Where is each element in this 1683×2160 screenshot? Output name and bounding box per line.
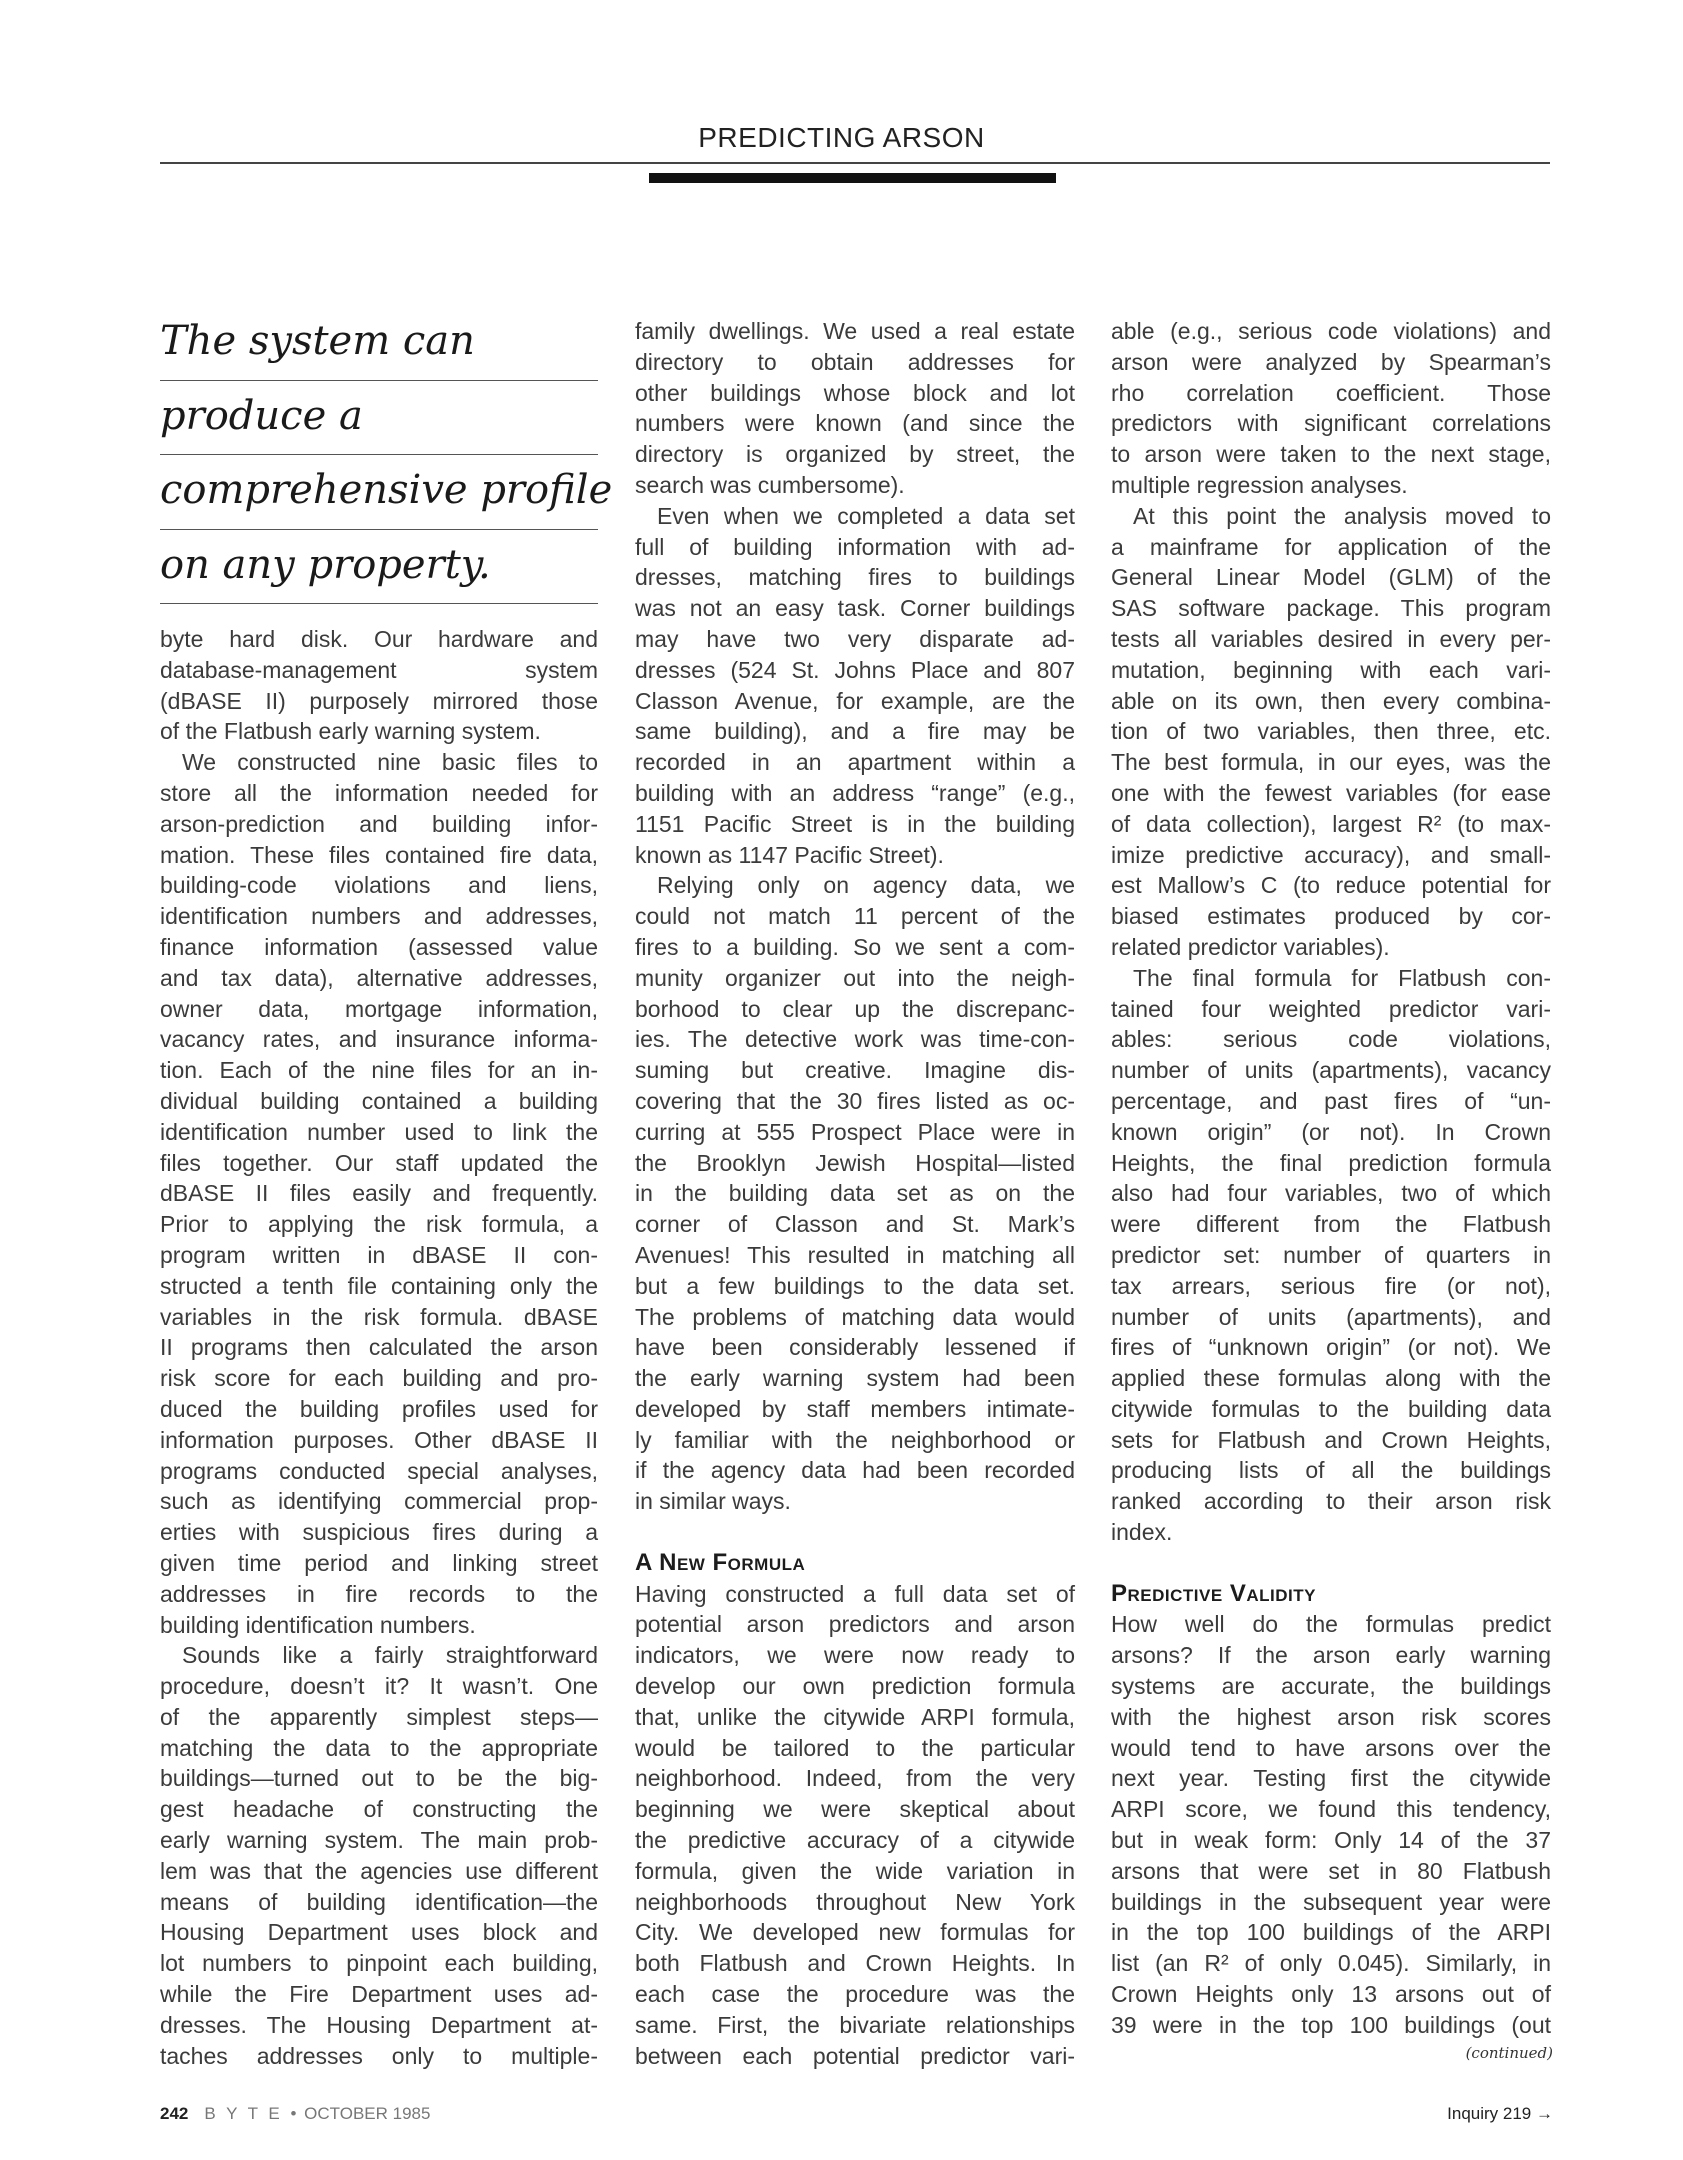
text-line: We constructed nine basic files to [182,749,598,776]
text-line: were different from the Flatbush [1111,1211,1551,1238]
text-line: duced the building profiles used for [160,1395,598,1422]
text-line: systems are accurate, the buildings [1111,1673,1551,1700]
magazine-name: B Y T E [204,2104,283,2123]
text-line: identification numbers and addresses, [160,903,598,930]
pull-quote-line: on any property. [160,530,598,605]
text-line: and tax data), alternative addresses, [160,964,598,991]
text-line: index. [1111,1519,1173,1546]
text-line: formula, given the wide variation in [635,1857,1075,1884]
text-line: number of units (apartments), and [1111,1303,1551,1330]
inquiry-number [1447,2104,1553,2124]
text-line: Housing Department uses block and [160,1919,598,1946]
text-line: able on its own, then every combina- [1111,687,1551,714]
text-line: byte hard disk. Our hardware and [160,626,598,652]
text-line: Prior to applying the risk formula, a [160,1211,598,1238]
text-line: information purposes. Other dBASE II [160,1426,598,1453]
text-line: indicators, we were now ready to [635,1642,1075,1669]
pull-quote-line: produce a [160,381,598,456]
footer-folio [160,2104,430,2124]
text-line: recorded in an apartment within a [635,749,1075,776]
text-line: City. We developed new formulas for [635,1919,1075,1946]
header-rule [160,162,1550,164]
text-line: The final formula for Flatbush con- [1133,964,1551,991]
text-line: lem was that the agencies use different [160,1857,598,1884]
text-line: known as 1147 Pacific Street). [635,841,944,868]
page-number: 242 [160,2104,189,2123]
text-line: while the Fire Department uses ad- [160,1981,598,2008]
text-line: of the apparently simplest steps— [160,1703,598,1730]
text-line: erties with suspicious fires during a [160,1519,598,1546]
text-line: neighborhoods throughout New York [635,1888,1075,1915]
text-line: predictor set: number of quarters in [1111,1241,1551,1268]
text-line: (dBASE II) purposely mirrored those [160,687,598,714]
text-line: munity organizer out into the neigh- [635,964,1075,991]
text-line: taches addresses only to multiple- [160,2042,598,2069]
pull-quote-line: The system can [160,306,598,381]
text-line: imize predictive accuracy), and small- [1111,841,1551,868]
text-line: directory is organized by street, the [635,441,1075,468]
text-line: develop our own prediction formula [635,1673,1075,1700]
text-line: tests all variables desired in every per- [1111,625,1551,652]
text-line: ies. The detective work was time-con- [635,1026,1075,1053]
text-line: same building), and a fire may be [635,718,1075,745]
text-line: borhood to clear up the discrepanc- [635,995,1075,1022]
text-line: known origin” (or not). In Crown [1111,1118,1551,1145]
text-line: files together. Our staff updated the [160,1149,598,1176]
text-line: between each potential predictor vari- [635,2042,1075,2069]
text-line: early warning system. The main prob- [160,1827,598,1854]
text-line: directory to obtain addresses for [635,348,1075,375]
text-line: the predictive accuracy of a citywide [635,1827,1075,1854]
text-line: biased estimates produced by cor- [1111,903,1551,930]
text-line: applied these formulas along with the [1111,1365,1551,1392]
text-line: numbers were known (and since the [635,410,1075,437]
issue-date: OCTOBER 1985 [304,2104,431,2123]
text-line: dresses (524 St. Johns Place and 807 [635,656,1075,683]
text-line: of data collection), largest R² (to max- [1111,810,1551,837]
text-line: could not match 11 percent of the [635,903,1075,930]
text-line: given time period and linking street [160,1549,598,1576]
text-line: arsons that were set in 80 Flatbush [1111,1857,1551,1884]
text-line: arson-prediction and building infor- [160,810,598,837]
text-line: Heights, the final prediction formula [1111,1149,1551,1176]
text-line: related predictor variables). [1111,933,1390,960]
text-line: means of building identification—the [160,1888,598,1915]
text-line: Crown Heights only 13 arsons out of [1111,1981,1551,2008]
text-line: lot numbers to pinpoint each building, [160,1950,598,1977]
text-line: was not an easy task. Corner buildings [635,595,1075,622]
text-line: At this point the analysis moved to [1133,502,1551,529]
text-line: other buildings whose block and lot [635,379,1075,406]
text-column-3 [1111,316,1551,2041]
text-line: tion. Each of the nine files for an in- [160,1057,598,1084]
text-line: have been considerably lessened if [635,1334,1075,1361]
text-line: matching the data to the appropriate [160,1734,598,1761]
text-line: list (an R² of only 0.045). Similarly, in [1111,1950,1551,1977]
text-line: sets for Flatbush and Crown Heights, [1111,1426,1551,1453]
text-line: Even when we completed a data set [657,502,1075,529]
text-line: arson were analyzed by Spearman’s [1111,348,1551,375]
header-bar [649,173,1056,183]
text-line: The problems of matching data would [635,1303,1075,1330]
text-line: would be tailored to the particular [635,1734,1075,1761]
text-line: fires of “unknown origin” (or not). We [1111,1334,1551,1361]
text-line: such as identifying commercial prop- [160,1488,598,1515]
text-line: est Mallow’s C (to reduce potential for [1111,872,1551,899]
text-line: tained four weighted predictor vari- [1111,995,1551,1022]
footer-separator: • [290,2104,297,2123]
text-line: able (e.g., serious code violations) and [1111,318,1551,344]
text-line: curring at 555 Prospect Place were in [635,1118,1075,1145]
text-line: also had four variables, two of which [1111,1180,1551,1207]
text-line: program written in dBASE II con- [160,1241,598,1268]
text-line: but in weak form: Only 14 of the 37 [1111,1827,1551,1854]
text-line: search was cumbersome). [635,471,905,498]
text-line: rho correlation coefficient. Those [1111,379,1551,406]
text-line: II programs then calculated the arson [160,1334,598,1361]
text-line: structed a tenth file containing only the [160,1272,598,1299]
text-line: beginning we were skeptical about [635,1796,1075,1823]
text-line: 1151 Pacific Street is in the building [635,810,1075,837]
text-line: tax arrears, serious fire (or not), [1111,1272,1551,1299]
pull-quote-line: comprehensive profile [160,455,598,530]
text-line: store all the information needed for [160,779,598,806]
text-line: the early warning system had been [635,1365,1075,1392]
text-line: Having constructed a full data set of [635,1580,1075,1607]
text-line: dividual building contained a building [160,1087,598,1114]
text-line: percentage, and past fires of “un- [1111,1087,1551,1114]
text-line: mutation, beginning with each vari- [1111,656,1551,683]
text-line: arsons? If the arson early warning [1111,1642,1551,1669]
text-line: building-code violations and liens, [160,872,598,899]
text-line: dresses, matching fires to buildings [635,564,1075,591]
text-line: 39 were in the top 100 buildings (out [1111,2011,1551,2038]
text-line: procedure, doesn’t it? It wasn’t. One [160,1673,598,1700]
arrow-right-icon: → [1536,2104,1553,2123]
text-line: if the agency data had been recorded [635,1457,1075,1484]
text-line: multiple regression analyses. [1111,471,1408,498]
inquiry-label: Inquiry 219 [1447,2104,1532,2123]
text-line: may have two very disparate ad- [635,625,1075,652]
text-line: dBASE II files easily and frequently. [160,1180,598,1207]
text-line: Classon Avenue, for example, are the [635,687,1075,714]
text-line: in the building data set as on the [635,1180,1075,1207]
text-line: Avenues! This resulted in matching all [635,1241,1075,1268]
text-line: developed by staff members intimate- [635,1395,1075,1422]
text-line: but a few buildings to the data set. [635,1272,1075,1299]
text-line: mation. These files contained fire data, [160,841,598,868]
text-line: programs conducted special analyses, [160,1457,598,1484]
text-line: family dwellings. We used a real estate [635,318,1075,344]
text-line: finance information (assessed value [160,933,598,960]
text-line: identification number used to link the [160,1118,598,1145]
text-line: full of building information with ad- [635,533,1075,560]
text-line: The best formula, in our eyes, was the [1111,749,1551,776]
text-line: gest headache of constructing the [160,1796,598,1823]
text-line: buildings in the subsequent year were [1111,1888,1551,1915]
section-heading: Predictive Validity [1111,1579,1316,1607]
text-line: producing lists of all the buildings [1111,1457,1551,1484]
text-line: predictors with significant correlations [1111,410,1551,437]
running-head-title: PREDICTING ARSON [698,122,985,153]
text-line: variables in the risk formula. dBASE [160,1303,598,1330]
text-column-2 [635,316,1075,2071]
continued-note: (continued) [1465,2044,1553,2062]
section-heading: A New Formula [635,1548,806,1576]
text-line: dresses. The Housing Department at- [160,2011,598,2038]
text-line: each case the procedure was the [635,1981,1075,2008]
text-line: covering that the 30 fires listed as oc- [635,1087,1075,1114]
text-line: suming but creative. Imagine dis- [635,1057,1075,1084]
text-line: How well do the formulas predict [1111,1611,1551,1638]
text-line: SAS software package. This program [1111,595,1551,622]
text-line: buildings—turned out to be the big- [160,1765,598,1792]
text-line: Sounds like a fairly straightforward [182,1642,598,1669]
text-line: addresses in fire records to the [160,1580,598,1607]
text-line: ranked according to their arson risk [1111,1488,1551,1515]
text-line: General Linear Model (GLM) of the [1111,564,1551,591]
text-line: ARPI score, we found this tendency, [1111,1796,1551,1823]
text-line: next year. Testing first the citywide [1111,1765,1551,1792]
text-line: that, unlike the citywide ARPI formula, [635,1703,1075,1730]
text-line: same. First, the bivariate relationships [635,2011,1075,2038]
text-line: the Brooklyn Jewish Hospital—listed [635,1149,1075,1176]
text-line: in similar ways. [635,1488,791,1515]
text-line: potential arson predictors and arson [635,1611,1075,1638]
text-line: database-management system [160,656,598,683]
text-line: in the top 100 buildings of the ARPI [1111,1919,1551,1946]
text-line: a mainframe for application of the [1111,533,1551,560]
text-line: neighborhood. Indeed, from the very [635,1765,1075,1792]
text-line: owner data, mortgage information, [160,995,598,1022]
text-line: would tend to have arsons over the [1111,1734,1551,1761]
text-line: ables: serious code violations, [1111,1026,1551,1053]
text-line: ly familiar with the neighborhood or [635,1426,1075,1453]
text-line: to arson were taken to the next stage, [1111,441,1551,468]
text-line: one with the fewest variables (for ease [1111,779,1551,806]
text-line: of the Flatbush early warning system. [160,718,541,745]
text-column-1 [160,316,598,2071]
text-line: tion of two variables, then three, etc. [1111,718,1551,745]
text-line: vacancy rates, and insurance informa- [160,1026,598,1053]
text-line: building with an address “range” (e.g., [635,779,1075,806]
text-line: citywide formulas to the building data [1111,1395,1551,1422]
text-line: building identification numbers. [160,1611,476,1638]
text-line: corner of Classon and St. Mark’s [635,1211,1075,1238]
text-line: Relying only on agency data, we [657,872,1075,899]
text-line: number of units (apartments), vacancy [1111,1057,1551,1084]
text-line: risk score for each building and pro- [160,1365,598,1392]
text-line: both Flatbush and Crown Heights. In [635,1950,1075,1977]
text-line: with the highest arson risk scores [1111,1703,1551,1730]
text-line: fires to a building. So we sent a com- [635,933,1075,960]
